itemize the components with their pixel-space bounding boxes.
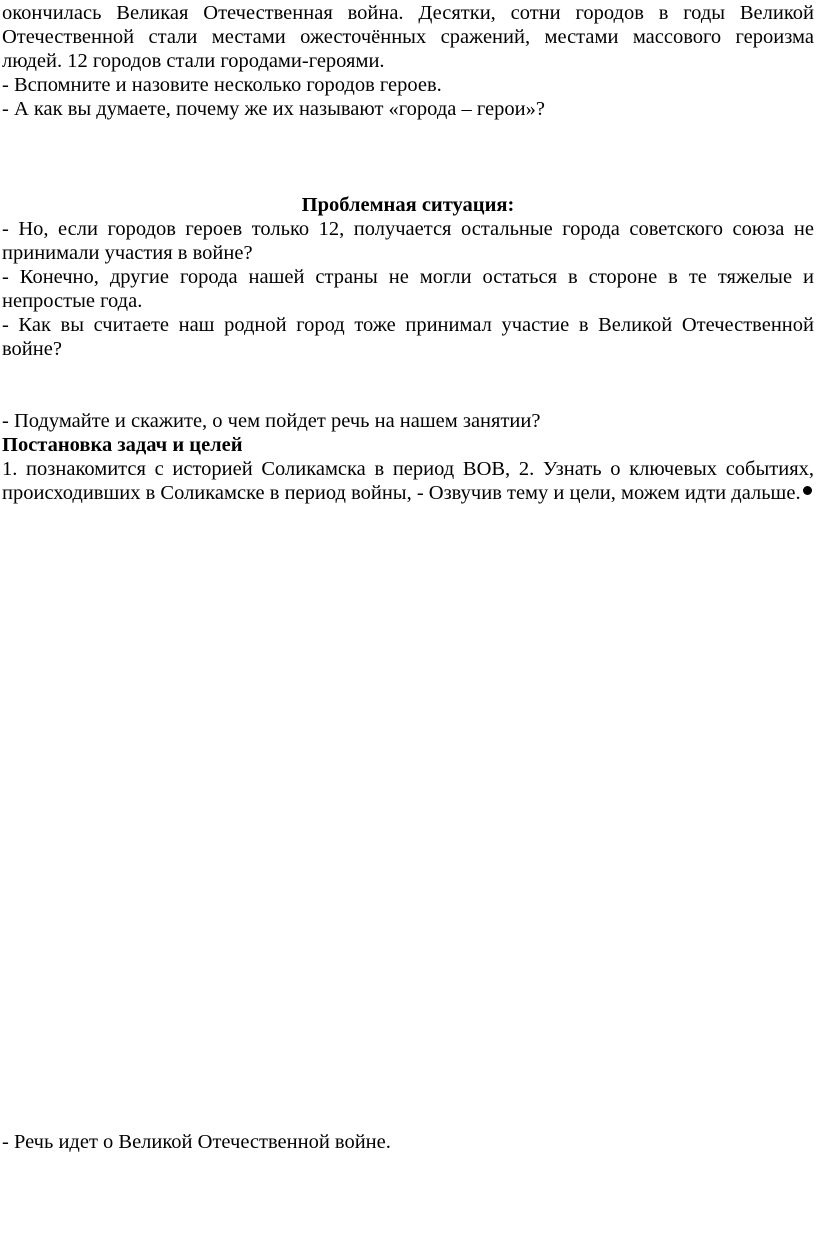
problem-answer-1: - Конечно, другие города нашей страны не могли остаться в стороне в те тяжелые и непростые года. bbox=[2, 266, 814, 312]
tasks-heading: Постановка задач и целей bbox=[2, 434, 243, 456]
answer-paragraph: - Речь идет о Великой Отечественной войне. bbox=[2, 1131, 391, 1153]
problem-situation-heading: Проблемная ситуация: bbox=[301, 194, 515, 216]
question-why-hero-cities: - А как вы думаете, почему же их называют «города – герои»? bbox=[2, 98, 545, 120]
tasks-paragraph bbox=[2, 457, 814, 505]
think-prompt: - Подумайте и скажите, о чем пойдет речь на нашем занятии? bbox=[2, 410, 541, 432]
intro-paragraph: окончилась Великая Отечественная война. Десятки, сотни городов в годы Великой Отечественной стали местами ожесточённых сражений, местами массового героизма людей. 12 городов стали городами-героями. bbox=[2, 2, 814, 72]
problem-question-2: - Как вы считаете наш родной город тоже принимал участие в Великой Отечественной войне? bbox=[2, 314, 814, 360]
tasks-text: 1. познакомится с историей Соликамска в период ВОВ, 2. Узнать о ключевых событиях, происходивших в Соликамске в период войны, - Озвучив тему и цели, можем идти дальше. bbox=[2, 458, 814, 504]
problem-question-1: - Но, если городов героев только 12, получается остальные города советского союза не принимали участия в войне? bbox=[2, 218, 814, 264]
bullet-dot-icon bbox=[803, 486, 812, 495]
question-name-cities: - Вспомните и назовите несколько городов героев. bbox=[2, 74, 442, 96]
